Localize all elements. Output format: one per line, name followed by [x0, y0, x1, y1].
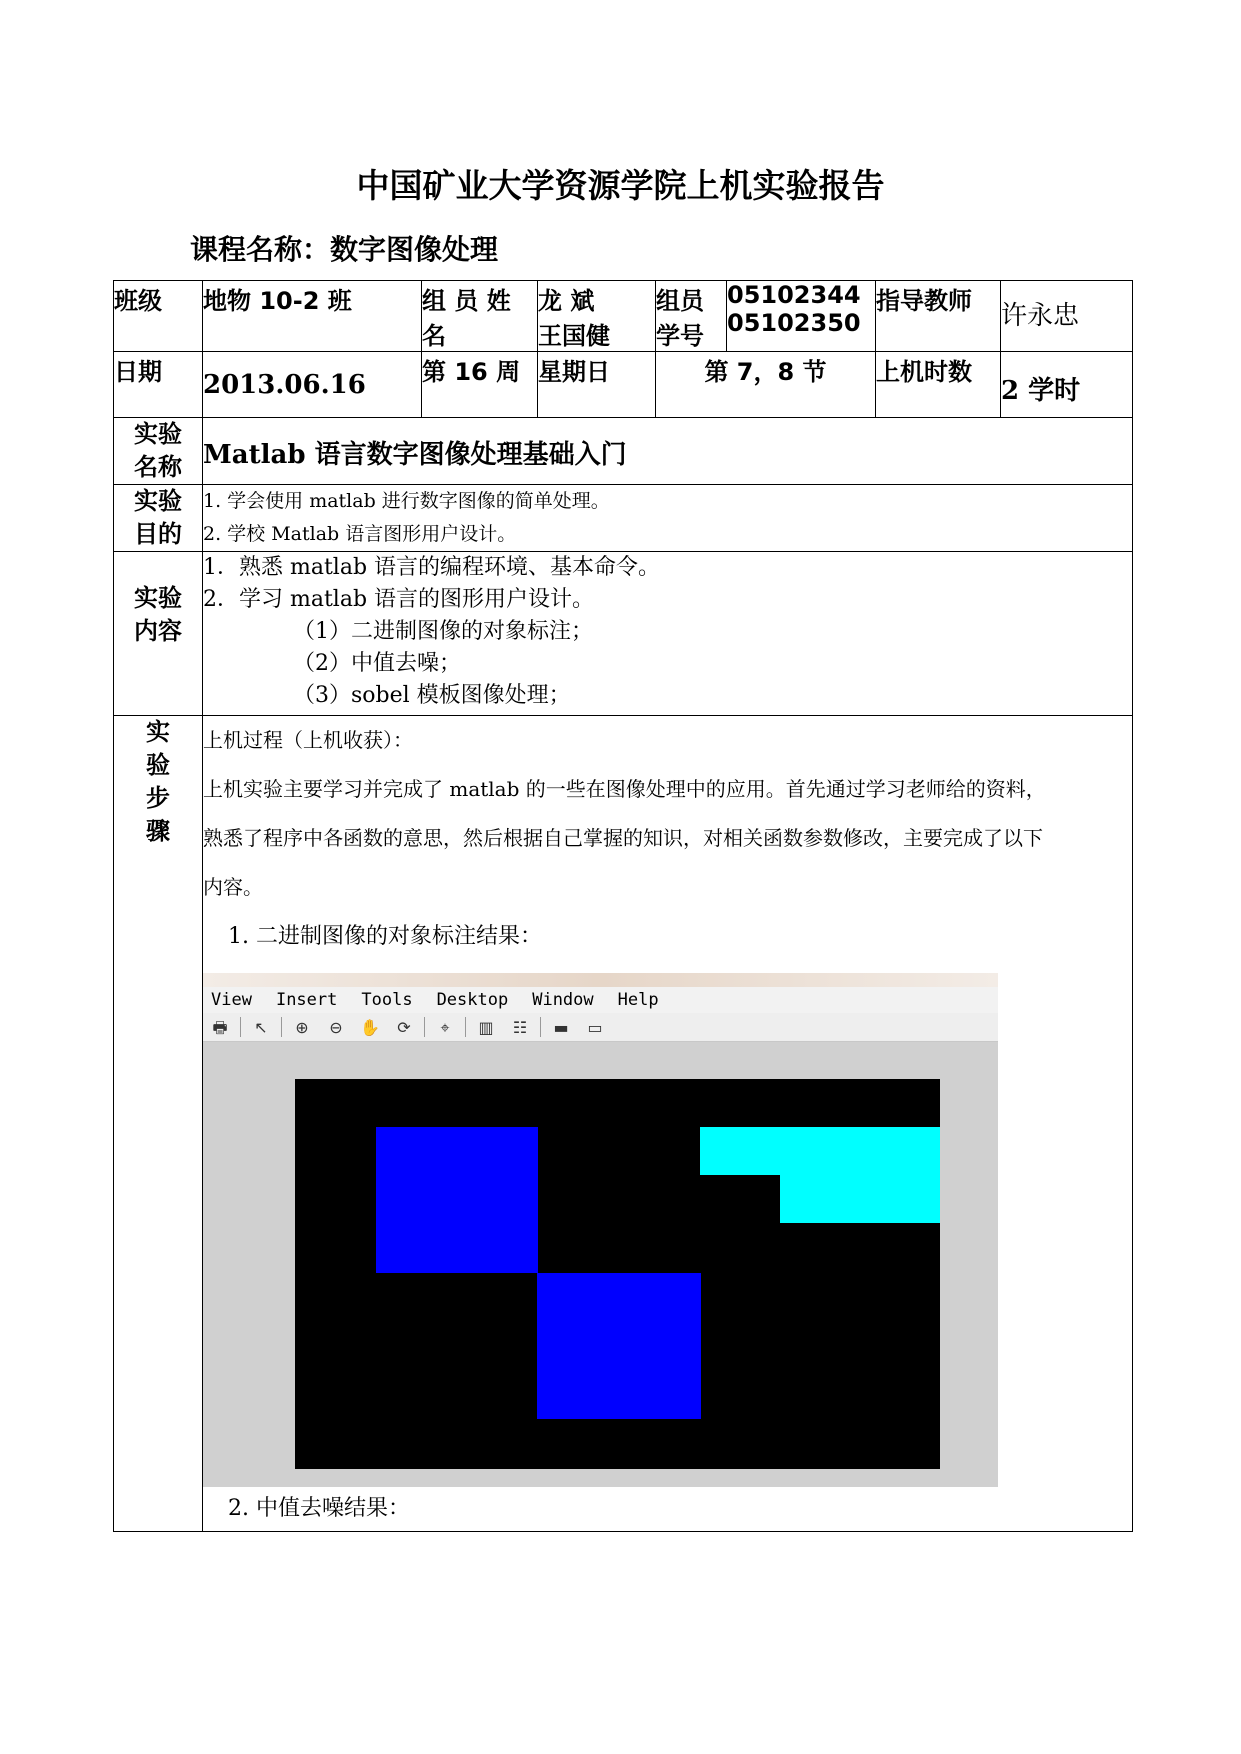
- menu-view[interactable]: View: [211, 989, 252, 1010]
- experiment-purpose-label-line2: 目的: [134, 520, 182, 548]
- steps-paragraph-line: 熟悉了程序中各函数的意思，然后根据自己掌握的知识，对相关函数参数修改，主要完成了以下: [203, 826, 1043, 850]
- show-plot-tools-icon[interactable]: ▭: [587, 1017, 603, 1037]
- steps-item-2: 2. 中值去噪结果：: [228, 1496, 410, 1521]
- members-label-line2: 名: [422, 322, 446, 350]
- matlab-figure-screenshot: [203, 973, 998, 1487]
- experiment-name-label-line2: 名称: [134, 453, 182, 481]
- date-label: 日期: [114, 352, 203, 418]
- cyan-object-bottom: [780, 1174, 940, 1223]
- print-icon[interactable]: 🖶: [212, 1017, 228, 1037]
- content-subitem: （3）sobel 模板图像处理；: [293, 683, 571, 708]
- members-label: [422, 281, 538, 352]
- member-1: 龙 斌: [538, 287, 595, 315]
- class-value: 地物 10-2 班: [203, 281, 422, 352]
- experiment-purpose-list: [203, 485, 1133, 552]
- legend-icon[interactable]: ☷: [512, 1017, 528, 1037]
- experiment-content-label-line2: 内容: [134, 617, 182, 645]
- toolbar-separator: [424, 1017, 425, 1037]
- menu-help[interactable]: Help: [617, 989, 659, 1010]
- experiment-content-label: [114, 552, 203, 716]
- members-label-line1: 组 员 姓: [422, 287, 511, 315]
- steps-heading: 上机过程（上机收获）：: [203, 728, 413, 752]
- experiment-steps-body: [203, 716, 1133, 1532]
- teacher-value: 许永忠: [1001, 281, 1133, 352]
- steps-label-char: 实: [146, 718, 170, 746]
- content-item: 1．熟悉 matlab 语言的编程环境、基本命令。: [203, 555, 661, 580]
- rotate-icon[interactable]: ⟳: [397, 1017, 411, 1037]
- steps-label-char: 步: [146, 784, 170, 812]
- hide-plot-tools-icon[interactable]: ▬: [553, 1017, 569, 1037]
- cyan-object-top: [700, 1127, 940, 1175]
- blue-object-2: [537, 1273, 701, 1419]
- student-id-label-line1: 组员: [656, 287, 704, 315]
- colorbar-icon[interactable]: ▥: [478, 1017, 494, 1037]
- weekday-value: 星期日: [538, 352, 656, 418]
- steps-paragraph-line: 上机实验主要学习并完成了 matlab 的一些在图像处理中的应用。首先通过学习老师给的资料，: [203, 777, 1046, 801]
- purpose-item: 2. 学校 Matlab 语言图形用户设计。: [203, 523, 517, 545]
- purpose-item: 1. 学会使用 matlab 进行数字图像的简单处理。: [203, 490, 610, 512]
- labeled-image-canvas: [295, 1079, 940, 1469]
- toolbar-separator: [281, 1017, 282, 1037]
- hours-value: 2 学时: [1001, 352, 1133, 418]
- content-subitem: （2）中值去噪；: [293, 651, 461, 676]
- experiment-name-value: Matlab 语言数字图像处理基础入门: [203, 418, 1133, 485]
- student-id-1: 05102344: [727, 281, 861, 309]
- steps-label-char: 骤: [146, 817, 170, 845]
- report-title: 中国矿业大学资源学院上机实验报告: [356, 166, 885, 205]
- student-id-label-line2: 学号: [656, 322, 704, 350]
- content-subitem: （1）二进制图像的对象标注；: [293, 619, 593, 644]
- course-name: 课程名称：数字图像处理: [190, 233, 499, 266]
- class-label: 班级: [114, 281, 203, 352]
- steps-label-char: 验: [146, 751, 170, 779]
- report-table: [113, 280, 1133, 1532]
- toolbar-separator: [540, 1017, 541, 1037]
- content-item: 2．学习 matlab 语言的图形用户设计。: [203, 587, 595, 612]
- student-id-label: [656, 281, 727, 352]
- experiment-content-label-line1: 实验: [134, 584, 182, 612]
- toolbar-separator: [465, 1017, 466, 1037]
- experiment-name-label-line1: 实验: [134, 420, 182, 448]
- experiment-name-label: [114, 418, 203, 485]
- zoom-in-icon[interactable]: ⊕: [295, 1017, 309, 1037]
- experiment-purpose-label: [114, 485, 203, 552]
- menu-window[interactable]: Window: [532, 989, 594, 1010]
- teacher-label: 指导教师: [876, 281, 1001, 352]
- pan-icon[interactable]: ✋: [360, 1017, 380, 1037]
- student-id-value: [727, 281, 876, 352]
- members-value: [538, 281, 656, 352]
- date-value: 2013.06.16: [203, 352, 422, 418]
- blue-object-1: [376, 1127, 538, 1273]
- steps-paragraph-line: 内容。: [203, 875, 263, 899]
- zoom-out-icon[interactable]: ⊖: [329, 1017, 343, 1037]
- menu-desktop[interactable]: Desktop: [436, 989, 509, 1010]
- student-id-2: 05102350: [727, 309, 861, 337]
- week-value: 第 16 周: [422, 352, 538, 418]
- experiment-steps-label: [114, 716, 203, 1532]
- experiment-content-list: [203, 552, 1133, 716]
- pointer-icon[interactable]: ↖: [254, 1017, 268, 1037]
- toolbar-separator: [240, 1017, 241, 1037]
- data-cursor-icon[interactable]: ⌖: [440, 1017, 450, 1037]
- hours-label: 上机时数: [876, 352, 1001, 418]
- menu-insert[interactable]: Insert: [275, 989, 338, 1010]
- period-value: 第 7，8 节: [656, 352, 876, 418]
- member-2: 王国健: [538, 322, 610, 350]
- steps-item-1: 1. 二进制图像的对象标注结果：: [228, 924, 542, 949]
- experiment-purpose-label-line1: 实验: [134, 487, 182, 515]
- menu-tools[interactable]: Tools: [361, 989, 413, 1010]
